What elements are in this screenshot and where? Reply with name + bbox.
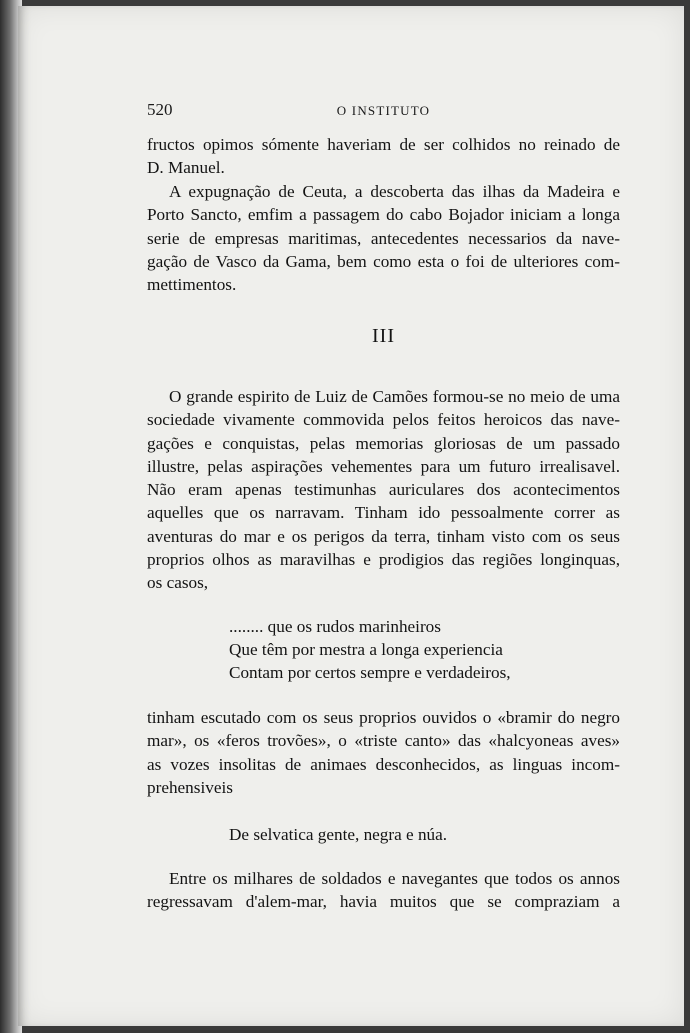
text-line: gação de Vasco da Gama, bem como esta o foi de ulteriores com-: [147, 251, 620, 271]
text-line: os casos,: [147, 573, 209, 593]
verse-line: Contam por certos sempre e verdadeiros,: [229, 663, 511, 682]
text-line: illustre, pelas aspirações vehementes para um futuro irrealisavel.: [147, 456, 620, 476]
running-title: O INSTITUTO: [336, 103, 431, 118]
page-header: [147, 100, 620, 124]
text-line: mettimentos.: [147, 275, 237, 295]
text-line: D. Manuel.: [147, 158, 225, 178]
text-line: proprios olhos as maravilhas e prodigios das regiões longinquas,: [147, 550, 620, 570]
text-line: regressavam d'alem-mar, havia muitos que se compraziam a: [147, 892, 620, 912]
text-line: Não eram apenas testimunhas auriculares dos acontecimentos: [147, 480, 620, 500]
text-line: gações e conquistas, pelas memorias gloriosas de um passado: [147, 433, 620, 453]
text-line: O grande espirito de Luiz de Camões formou-se no meio de uma: [169, 387, 620, 406]
verse-line: Que têm por mestra a longa experiencia: [229, 640, 503, 659]
text-line: tinham escutado com os seus proprios ouvidos o «bramir do negro: [147, 708, 620, 727]
paragraph-5: [147, 867, 620, 914]
verse-line: ........ que os rudos marinheiros: [229, 617, 441, 636]
text-line: aventuras do mar e os perigos da terra, tinham visto com os seus: [147, 526, 620, 546]
text-line: as vozes insolitas de animaes desconhecidos, as linguas incom-: [147, 754, 620, 774]
text-line: prehensiveis: [147, 777, 233, 797]
paragraph-2: [147, 180, 620, 296]
paragraph-1: [147, 133, 620, 180]
text-line: Porto Sancto, emfim a passagem do cabo Bojador iniciam a longa: [147, 205, 620, 225]
paragraph-4: [147, 706, 620, 799]
text-line: Entre os milhares de soldados e navegantes que todos os annos: [169, 869, 620, 888]
text-line: aquelles que os narravam. Tinham ido pessoalmente correr as: [147, 503, 620, 523]
verse-line: De selvatica gente, negra e núa.: [229, 825, 448, 844]
text-line: mar», os «feros trovões», o «triste canto» das «halcyoneas aves»: [147, 731, 620, 751]
text-line: A expugnação de Ceuta, a descoberta das ilhas da Madeira e: [169, 182, 620, 201]
paragraph-3: [147, 385, 620, 595]
text-line: sociedade vivamente commovida pelos feitos heroicos das nave-: [147, 410, 620, 430]
text-line: fructos opimos sómente haveriam de ser colhidos no reinado de: [147, 135, 620, 154]
section-heading: III: [372, 325, 395, 347]
text-line: serie de empresas maritimas, antecedentes necessarios da nave-: [147, 228, 620, 248]
page-number: 520: [147, 100, 173, 119]
